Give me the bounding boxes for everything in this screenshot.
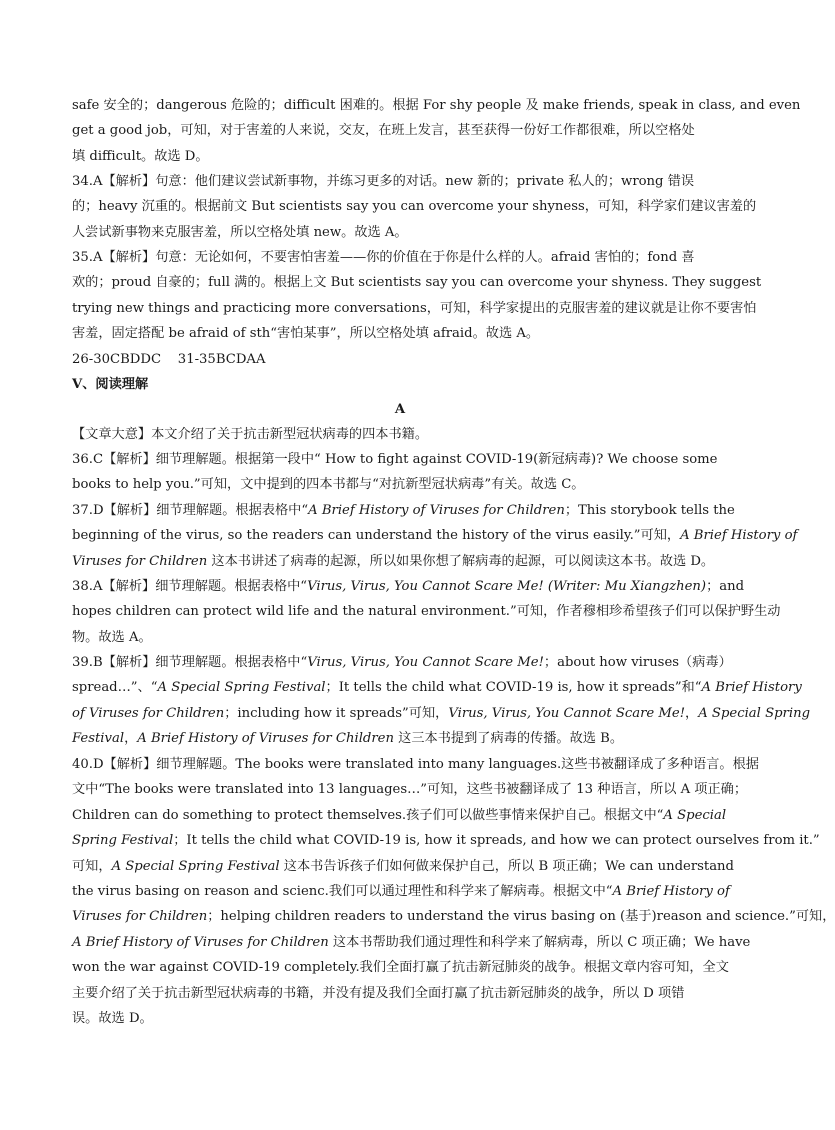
text-line: [72, 574, 745, 599]
book-title: Viruses for Children: [72, 909, 208, 925]
text-run: ；It tells the child what COVID-19 is, how it spreads, and how we can protect ourselves from it.”: [173, 833, 820, 849]
book-title: A Brief History of Viruses for Children: [308, 503, 565, 518]
paragraph-q34: [72, 169, 757, 245]
book-title: Spring Festival: [72, 833, 174, 849]
paragraph-q39: [72, 650, 811, 752]
paragraph-q38: [72, 574, 781, 650]
text-line: 人尝试新事物来克服害羞，所以空格处填 new。故选 A。: [72, 224, 408, 240]
book-title: Virus, Virus, You Cannot Scare Me! (Writer: Mu Xiangzhen): [307, 579, 707, 594]
passage-label-text: A: [394, 402, 406, 417]
passage-summary: [72, 422, 728, 447]
answer-key-line: [72, 347, 728, 372]
text-run: ，: [124, 731, 138, 747]
text-run: 这本书讲述了病毒的起源，所以如果你想了解病毒的起源，可以阅读这本书。故选 D。: [207, 553, 715, 569]
text-line: 物。故选 A。: [72, 629, 152, 645]
text-run: ；about how viruses（病毒）: [543, 655, 732, 670]
text-line: 36.C【解析】细节理解题。根据第一段中“ How to fight against COVID-19(新冠病毒)? We choose some: [72, 452, 718, 467]
book-title: A Brief History of Viruses for Children: [72, 934, 329, 950]
text-run: ；It tells the child what COVID-19 is, how it spreads”和“: [325, 680, 702, 696]
book-title: Virus, Virus, You Cannot Scare Me!: [448, 705, 686, 721]
text-run: beginning of the virus, so the readers can understand the history of the virus easily.”可知，: [72, 528, 681, 544]
text-line: safe 安全的；dangerous 危险的；difficult 困难的。根据 For shy people 及 make friends, speak in class, and even: [72, 98, 801, 113]
text-line: [72, 523, 798, 548]
book-title: A Special Spring Festival: [111, 858, 280, 874]
section-heading: [72, 372, 728, 397]
text-line: 填 difficult。故选 D。: [72, 148, 209, 164]
text-line: [72, 650, 732, 675]
text-run: 可知，: [72, 858, 112, 874]
book-title: Festival: [72, 731, 125, 747]
text-line: 文中“The books were translated into 13 languages…”可知，这些书被翻译成了 13 种语言，所以 A 项正确；: [72, 782, 748, 798]
text-line: get a good job，可知，对于害羞的人来说，交友，在班上发言，甚至获得一份好工作都很难，所以空格处: [72, 123, 695, 139]
text-line: 34.A【解析】句意：他们建议尝试新事物，并练习更多的对话。new 新的；private 私人的；wrong 错误: [72, 174, 695, 189]
text-line: [72, 803, 728, 828]
text-line: [72, 930, 751, 955]
book-title: A Brief History of Viruses for Children: [137, 731, 394, 747]
paragraph-q37: [72, 498, 798, 574]
paragraph-q36: [72, 447, 728, 498]
text-line: 误。故选 D。: [72, 1011, 153, 1027]
text-line: 35.A【解析】句意：无论如何，不要害怕害羞——你的价值在于你是什么样的人。afraid 害怕的；fond 喜: [72, 250, 695, 265]
book-title: A Special Spring: [698, 705, 811, 721]
text-run: ；and: [706, 579, 745, 594]
text-run: 这本书告诉孩子们如何做来保护自己，所以 B 项正确；We can understand: [279, 858, 734, 874]
text-line: [72, 549, 728, 574]
text-line: 害羞，固定搭配 be afraid of sth“害怕某事”，所以空格处填 afraid。故选 A。: [72, 326, 540, 342]
paragraph-q33-continuation: [72, 93, 801, 169]
book-title: A Brief History of: [612, 884, 730, 900]
passage-label: [72, 397, 728, 422]
text-run: ；This storybook tells the: [564, 503, 735, 518]
text-line: trying new things and practicing more conversations，可知，科学家提出的克服害羞的建议就是让你不要害怕: [72, 300, 757, 316]
book-title: Viruses for Children: [72, 553, 208, 569]
text-line: [72, 879, 728, 904]
text-run: ；helping children readers to understand the virus basing on (基于)reason and science.”可知，: [207, 909, 835, 925]
book-title: A Brief History: [701, 680, 802, 696]
text-line: [72, 828, 820, 853]
book-title: A Brief History of: [680, 528, 798, 544]
text-line: [72, 675, 802, 700]
text-run: spread…”、“: [72, 680, 158, 696]
book-title: Virus, Virus, You Cannot Scare Me!: [307, 655, 544, 670]
text-run: Children can do something to protect themselves.孩子们可以做些事情来保护自己。根据文中“: [72, 807, 664, 823]
text-line: [72, 726, 728, 751]
text-line: [72, 498, 735, 523]
text-line: 欢的；proud 自豪的；full 满的。根据上文 But scientists say you can overcome your shyness. They suggest: [72, 275, 762, 291]
text-run: 这三本书提到了病毒的传播。故选 B。: [393, 731, 624, 747]
text-run: ；including how it spreads”可知，: [224, 705, 449, 721]
text-run: ，: [685, 705, 699, 721]
text-line: [72, 854, 734, 879]
text-line: 26-30CBDDC 31-35BCDAA: [72, 352, 266, 367]
paragraph-q35: [72, 245, 762, 347]
text-run: 这本书帮助我们通过理性和科学来了解病毒，所以 C 项正确；We have: [328, 934, 751, 950]
text-run: 38.A【解析】细节理解题。根据表格中“: [72, 579, 308, 594]
text-line: 【文章大意】本文介绍了关于抗击新型冠状病毒的四本书籍。: [72, 427, 429, 442]
text-line: [72, 904, 835, 929]
text-run: 37.D【解析】细节理解题。根据表格中“: [72, 503, 309, 518]
text-line: [72, 701, 811, 726]
book-title: of Viruses for Children: [72, 705, 225, 721]
text-line: books to help you.”可知，文中提到的四本书都与“对抗新型冠状病毒”有关。故选 C。: [72, 477, 585, 493]
text-line: won the war against COVID-19 completely.我们全面打赢了抗击新冠肺炎的战争。根据文章内容可知，全文: [72, 960, 729, 976]
paragraph-q40: [72, 752, 835, 1031]
text-line: hopes children can protect wild life and the natural environment.”可知，作者穆相珍希望孩子们可以保护野生动: [72, 604, 781, 620]
text-line: 的；heavy 沉重的。根据前文 But scientists say you can overcome your shyness，可知，科学家们建议害羞的: [72, 199, 757, 215]
book-title: A Special: [663, 807, 727, 823]
text-line: 40.D【解析】细节理解题。The books were translated into many languages.这些书被翻译成了多种语言。根据: [72, 757, 759, 772]
section-heading-text: Ⅴ、阅读理解: [72, 377, 149, 392]
text-line: 主要介绍了关于抗击新型冠状病毒的书籍，并没有提及我们全面打赢了抗击新冠肺炎的战争，所以 D 项错: [72, 985, 685, 1001]
book-title: A Special Spring Festival: [157, 680, 326, 696]
text-run: the virus basing on reason and scienc.我们可以通过理性和科学来了解病毒。根据文中“: [72, 884, 613, 900]
text-run: 39.B【解析】细节理解题。根据表格中“: [72, 655, 308, 670]
